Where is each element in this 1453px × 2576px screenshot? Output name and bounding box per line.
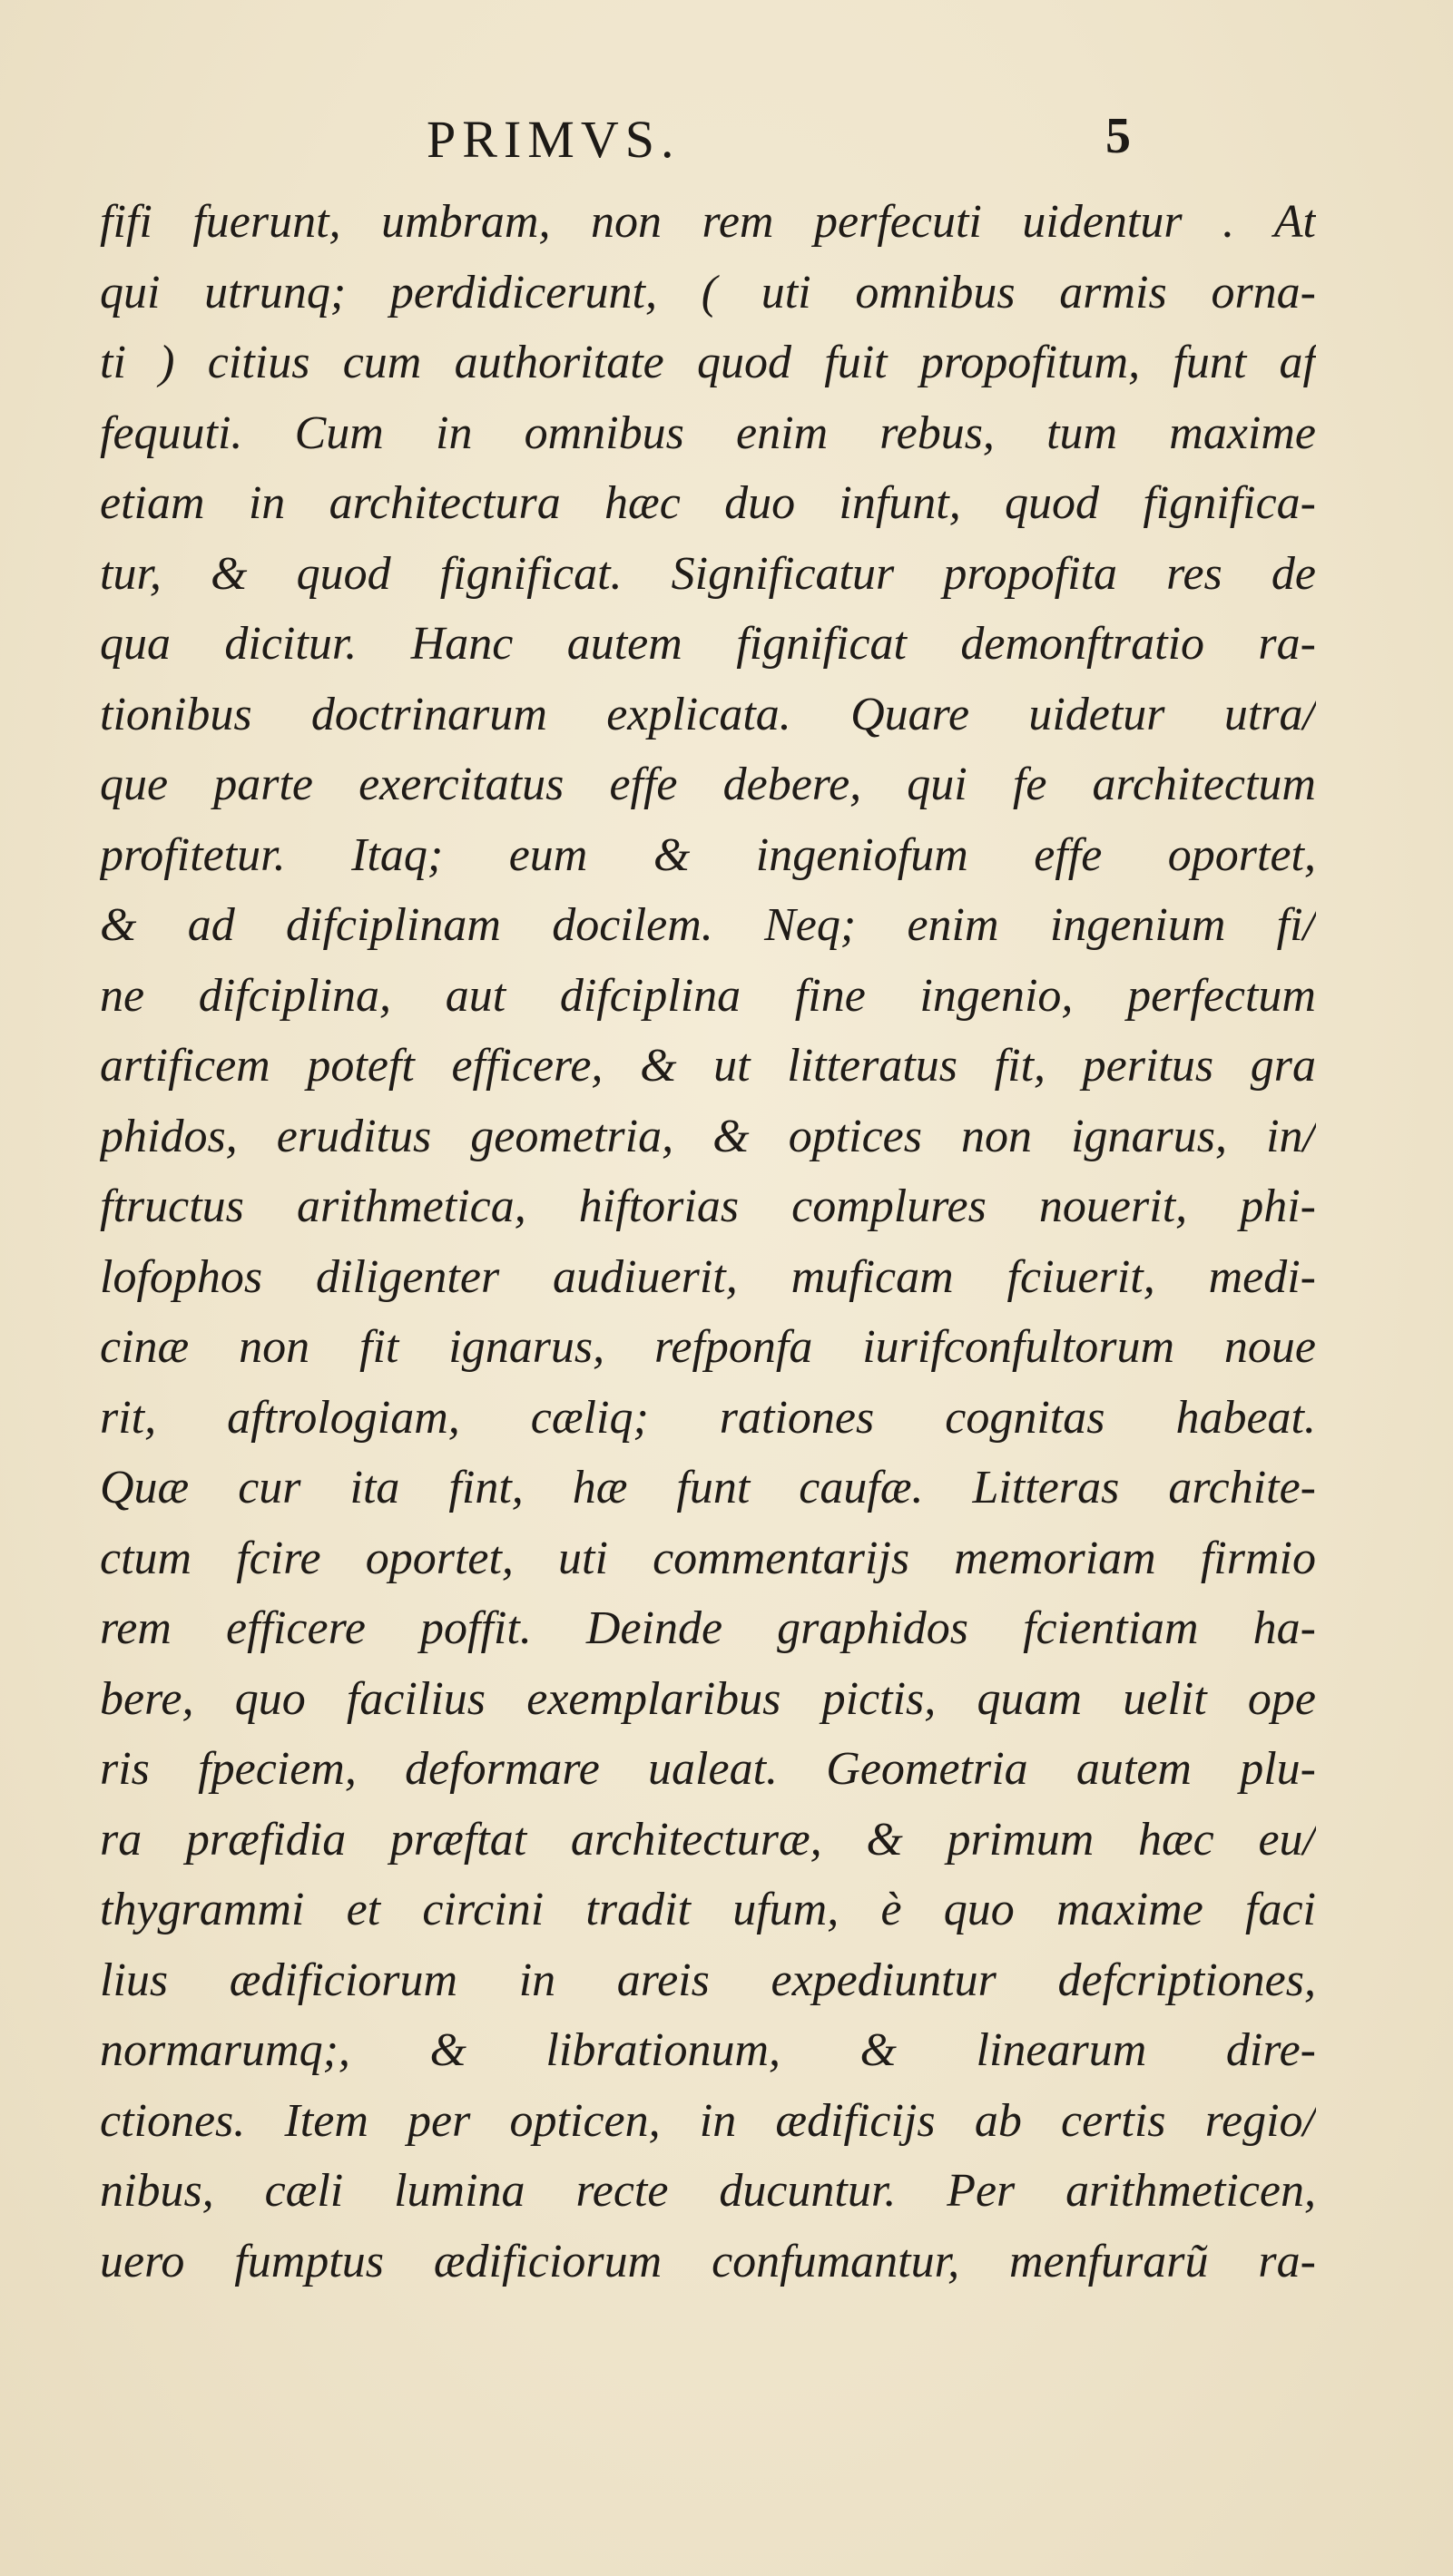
text-line: lofophos diligenter audiuerit, muficam fciuerit, medi-: [100, 1250, 1316, 1303]
text-line: ne difciplina, aut difciplina fine ingenio, perfectum: [100, 969, 1316, 1022]
text-line: bere, quo facilius exemplaribus pictis, quam uelit ope: [100, 1672, 1316, 1725]
text-line: fequuti. Cum in omnibus enim rebus, tum maxime: [100, 406, 1316, 459]
text-line: ris fpeciem, deformare ualeat. Geometria autem plu-: [100, 1743, 1316, 1795]
text-line: cinæ non fit ignarus, refponfa iurifconfultorum noue: [100, 1321, 1316, 1373]
body-text: [100, 187, 1316, 2297]
text-line: uero fumptus ædificiorum confumantur, menfurarũ ra-: [100, 2235, 1316, 2287]
text-line: etiam in architectura hæc duo infunt, quod fignifica-: [100, 477, 1316, 529]
text-line: thygrammi et circini tradit ufum, è quo maxime faci: [100, 1884, 1316, 1935]
text-line: que parte exercitatus effe debere, qui fe architectum: [100, 759, 1316, 810]
text-line: qua dicitur. Hanc autem fignificat demonftratio ra-: [100, 618, 1316, 670]
text-line: tionibus doctrinarum explicata. Quare uidetur utra/: [100, 688, 1316, 740]
page-number: 5: [1105, 108, 1131, 164]
text-line: phidos, eruditus geometria, & optices non ignarus, in/: [100, 1110, 1316, 1162]
text-line: rit, aftrologiam, cæliq; rationes cognitas habeat.: [100, 1391, 1316, 1444]
text-line: ctum fcire oportet, uti commentarijs memoriam firmio: [100, 1532, 1316, 1584]
text-line: ctiones. Item per opticen, in ædificijs ab certis regio/: [100, 2094, 1316, 2147]
running-head: PRIMVS.: [427, 110, 681, 169]
text-line: fifi fuerunt, umbram, non rem perfecuti uidentur . At: [100, 196, 1316, 248]
text-line: ra præfidia præftat architecturæ, & primum hæc eu/: [100, 1813, 1316, 1866]
text-line: & ad difciplinam docilem. Neq; enim ingenium fi/: [100, 899, 1316, 951]
text-line: nibus, cæli lumina recte ducuntur. Per arithmeticen,: [100, 2165, 1316, 2217]
text-line: ftructus arithmetica, hiftorias complures nouerit, phi-: [100, 1180, 1316, 1232]
text-line: tur, & quod fignificat. Significatur propofita res de: [100, 547, 1316, 600]
text-line: normarumq;, & librationum, & linearum dire-: [100, 2024, 1316, 2076]
text-line: artificem poteft efficere, & ut litteratus fit, peritus gra: [100, 1040, 1316, 1092]
text-line: ti ) citius cum authoritate quod fuit propofitum, funt af: [100, 337, 1316, 388]
text-line: profitetur. Itaq; eum & ingeniofum effe oportet,: [100, 828, 1316, 881]
text-line: rem efficere poffit. Deinde graphidos fcientiam ha-: [100, 1602, 1316, 1654]
text-line: qui utrunq; perdidicerunt, ( uti omnibus armis orna-: [100, 266, 1316, 318]
text-line: lius ædificiorum in areis expediuntur defcriptiones,: [100, 1954, 1316, 2006]
text-line: Quæ cur ita fint, hæ funt caufæ. Litteras archite-: [100, 1462, 1316, 1513]
